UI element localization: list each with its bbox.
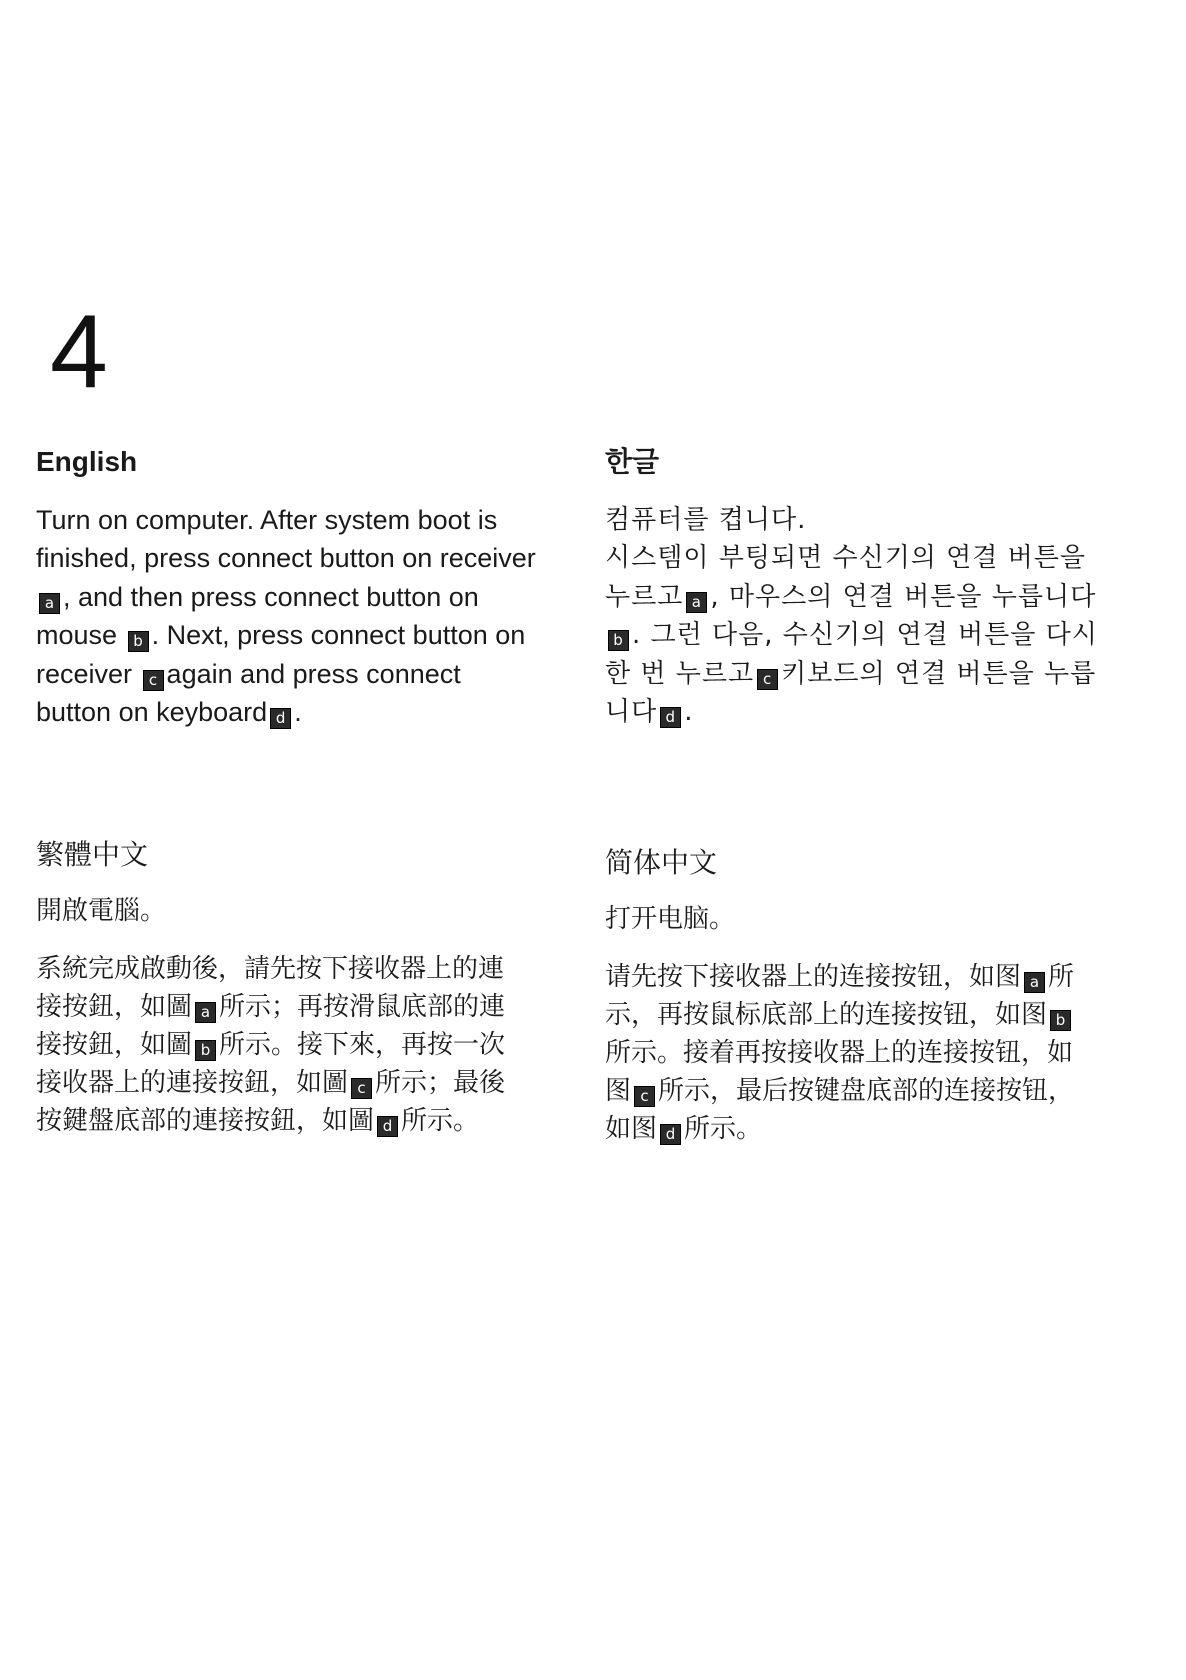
traditional-chinese-intro: 開啟電腦。	[36, 895, 167, 926]
badge-d-icon: d	[270, 708, 291, 729]
korean-heading: 한글	[605, 445, 660, 478]
korean-text: 한 번 누르고	[605, 658, 755, 689]
korean-text: .	[684, 697, 694, 728]
english-text: mouse	[36, 620, 118, 651]
traditional-chinese-text: 所示；最後	[375, 1067, 506, 1098]
badge-a-icon: a	[195, 1002, 216, 1023]
korean-text: . 그런 다음, 수신기의 연결 버튼을 다시	[632, 620, 1098, 651]
korean-section	[605, 445, 1150, 732]
simplified-chinese-section	[605, 846, 1150, 1148]
badge-c-icon: c	[143, 670, 164, 691]
badge-a-icon: a	[1024, 972, 1045, 993]
traditional-chinese-text: 接按鈕，如圖	[36, 1029, 193, 1060]
english-text: button on keyboard	[36, 697, 268, 728]
simplified-chinese-text: 示，再按鼠标底部上的连接按钮，如图	[605, 999, 1048, 1030]
badge-b-icon: b	[128, 631, 149, 652]
simplified-chinese-text: 所	[1048, 961, 1075, 992]
english-section	[36, 445, 586, 732]
english-text: , and then press connect button on	[63, 581, 479, 612]
korean-text: 니다	[605, 697, 658, 728]
english-text: again and press connect	[166, 658, 461, 689]
korean-text: , 마우스의 연결 버튼을 누릅니다	[710, 581, 1097, 612]
simplified-chinese-text: 所示，最后按键盘底部的连接按钮，	[658, 1075, 1075, 1106]
badge-c-icon: c	[634, 1086, 655, 1107]
badge-b-icon: b	[608, 630, 629, 651]
korean-text: 키보드의 연결 버튼을 누릅	[781, 658, 1097, 689]
simplified-chinese-text: 图	[605, 1075, 632, 1106]
english-text: Turn on computer. After system boot is	[36, 504, 498, 535]
english-text: receiver	[36, 658, 133, 689]
simplified-chinese-intro: 打开电脑。	[605, 903, 736, 934]
simplified-chinese-instructions	[605, 958, 1150, 1148]
traditional-chinese-text: 所示。	[401, 1105, 480, 1136]
traditional-chinese-text: 系統完成啟動後，請先按下接收器上的連	[36, 953, 505, 984]
badge-d-icon: d	[660, 707, 681, 728]
badge-d-icon: d	[377, 1116, 398, 1137]
korean-text: 컴퓨터를 켭니다.	[605, 504, 807, 535]
english-text: finished, press connect button on receiver	[36, 543, 536, 574]
traditional-chinese-section	[36, 838, 586, 1140]
english-text: .	[294, 697, 302, 728]
english-heading: English	[36, 446, 138, 477]
korean-instructions	[605, 501, 1150, 732]
step-number: 4	[50, 294, 108, 410]
traditional-chinese-text: 所示；再按滑鼠底部的連	[219, 991, 506, 1022]
english-instructions	[36, 501, 586, 732]
badge-a-icon: a	[686, 592, 707, 613]
simplified-chinese-heading: 简体中文	[605, 846, 718, 879]
traditional-chinese-text: 接收器上的連接按鈕，如圖	[36, 1067, 349, 1098]
badge-c-icon: c	[351, 1078, 372, 1099]
korean-text: 시스템이 부팅되면 수신기의 연결 버튼을	[605, 543, 1087, 574]
korean-text: 누르고	[605, 581, 684, 612]
traditional-chinese-text: 所示。接下來，再按一次	[219, 1029, 506, 1060]
badge-b-icon: b	[1050, 1010, 1071, 1031]
english-text: . Next, press connect button on	[151, 620, 526, 651]
simplified-chinese-text: 请先按下接收器上的连接按钮，如图	[605, 961, 1022, 992]
badge-d-icon: d	[660, 1124, 681, 1145]
traditional-chinese-instructions	[36, 950, 586, 1140]
traditional-chinese-text: 按鍵盤底部的連接按鈕，如圖	[36, 1105, 375, 1136]
simplified-chinese-text: 如图	[605, 1113, 658, 1144]
traditional-chinese-text: 接按鈕，如圖	[36, 991, 193, 1022]
simplified-chinese-text: 所示。	[684, 1113, 763, 1144]
traditional-chinese-heading: 繁體中文	[36, 838, 149, 871]
badge-b-icon: b	[195, 1040, 216, 1061]
simplified-chinese-text: 所示。接着再按接收器上的连接按钮，如	[605, 1037, 1074, 1068]
badge-a-icon: a	[39, 593, 60, 614]
badge-c-icon: c	[757, 669, 778, 690]
